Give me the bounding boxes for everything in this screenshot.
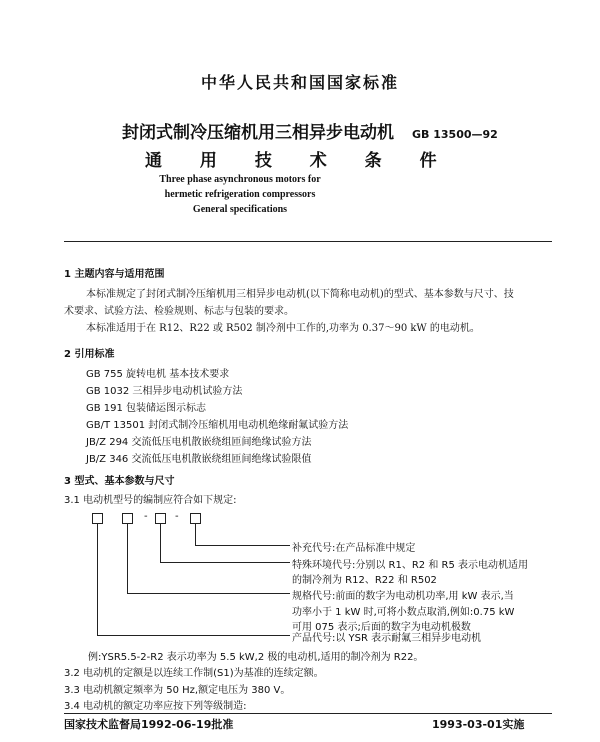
section-1-para-2: 本标准适用于在 R12、R22 或 R502 制冷剂中工作的,功率为 0.37～90 kW 的电动机。 <box>86 323 480 334</box>
leader-line <box>127 593 290 594</box>
leader-line <box>160 562 290 563</box>
supplement-code-label: 补充代号:在产品标准中规定 <box>292 543 416 554</box>
title-english-line3: General specifications <box>192 204 288 215</box>
clause-3-2: 3.2 电动机的定额是以连续工作制(S1)为基准的连续定额。 <box>64 668 324 679</box>
code-box-product <box>92 513 103 524</box>
reference-item: JB/Z 294 交流低压电机散嵌绕组匝间绝缘试验方法 <box>86 437 312 448</box>
code-box-environment <box>155 513 166 524</box>
environment-code-label: 特殊环境代号:分别以 R1、R2 和 R5 表示电动机适用 <box>292 560 529 571</box>
approval-date: 国家技术监督局1992-06-19批准 <box>64 718 234 731</box>
model-example: 例:YSR5.5-2-R2 表示功率为 5.5 kW,2 极的电动机,适用的制冷剂为 R22。 <box>88 652 424 663</box>
section-3-heading: 3 型式、基本参数与尺寸 <box>64 476 175 487</box>
reference-item: GB 755 旋转电机 基本技术要求 <box>86 369 230 380</box>
reference-item: GB 1032 三相异步电动机试验方法 <box>86 386 243 397</box>
environment-code-label-cont: 的制冷剂为 R12、R22 和 R502 <box>292 575 437 586</box>
reference-item: JB/Z 346 交流低压电机散嵌绕组匝间绝缘试验限值 <box>86 454 312 465</box>
code-box-spec <box>122 513 133 524</box>
footer-divider <box>64 713 552 714</box>
section-1-para-1b: 术要求、试验方法、检验规则、标志与包装的要求。 <box>64 306 294 317</box>
leader-line <box>127 524 128 593</box>
code-separator: - <box>144 511 148 522</box>
spec-code-label: 规格代号:前面的数字为电动机功率,用 kW 表示,当 <box>292 591 514 602</box>
product-code-label: 产品代号:以 YSR 表示耐氟三相异步电动机 <box>292 633 482 644</box>
leader-line <box>97 524 98 635</box>
section-1-para-1a: 本标准规定了封闭式制冷压缩机用三相异步电动机(以下简称电动机)的型式、基本参数与尺寸、技 <box>86 289 514 300</box>
spec-code-label-cont: 可用 075 表示;后面的数字为电动机极数 <box>292 622 471 633</box>
leader-line <box>195 524 196 545</box>
leader-line <box>195 545 290 546</box>
clause-3-1: 3.1 电动机型号的编制应符合如下规定: <box>64 495 237 506</box>
clause-3-4: 3.4 电动机的额定功率应按下列等级制造: <box>64 701 247 712</box>
title-english-line1: Three phase asynchronous motors for <box>159 174 321 185</box>
issuing-country-header: 中华人民共和国国家标准 <box>200 73 399 92</box>
leader-line <box>97 635 290 636</box>
header-divider <box>64 241 552 242</box>
title-chinese-line1: 封闭式制冷压缩机用三相异步电动机 <box>122 123 394 143</box>
section-1-heading: 1 主题内容与适用范围 <box>64 269 165 280</box>
standard-number: GB 13500—92 <box>412 128 498 141</box>
reference-item: GB 191 包装储运图示标志 <box>86 403 207 414</box>
leader-line <box>160 524 161 562</box>
section-2-heading: 2 引用标准 <box>64 349 115 360</box>
spec-code-label-cont: 功率小于 1 kW 时,可将小数点取消,例如:0.75 kW <box>292 607 515 618</box>
effective-date: 1993-03-01实施 <box>432 718 525 731</box>
clause-3-3: 3.3 电动机额定频率为 50 Hz,额定电压为 380 V。 <box>64 685 291 696</box>
title-english-line2: hermetic refrigeration compressors <box>164 189 316 200</box>
reference-item: GB/T 13501 封闭式制冷压缩机用电动机绝缘耐氟试验方法 <box>86 420 349 431</box>
code-box-supplement <box>190 513 201 524</box>
title-chinese-line2: 通 用 技 术 条 件 <box>145 151 453 171</box>
code-separator: - <box>175 511 179 522</box>
